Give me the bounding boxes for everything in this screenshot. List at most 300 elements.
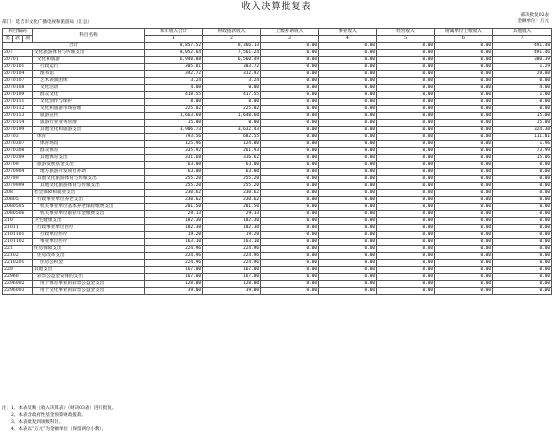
note-line: 4、本表以“万元”为金额单位（保留两位小数）。 [11, 427, 107, 432]
row-value: 0.00 [319, 127, 377, 134]
row-value: 0.00 [319, 85, 377, 92]
row-value: 0.00 [435, 155, 493, 162]
row-value: 0.00 [261, 204, 319, 211]
row-value: 0.00 [261, 183, 319, 190]
row-code: 229 [3, 267, 33, 274]
row-value: 0.00 [435, 211, 493, 218]
row-value: 0.00 [319, 246, 377, 253]
row-value: 0.00 [435, 218, 493, 225]
row-code: 2070904 [3, 169, 33, 176]
row-value: 0.00 [377, 274, 435, 281]
row-value: 0.00 [261, 260, 319, 267]
row-value: 0.00 [261, 281, 319, 288]
total-value: 0.00 [319, 43, 377, 50]
row-value: 0.00 [435, 239, 493, 246]
row-value: 0.00 [319, 106, 377, 113]
row-value: 0.00 [319, 113, 377, 120]
row-value: 0.00 [203, 99, 261, 106]
row-value: 0.00 [319, 281, 377, 288]
row-code: 2070104 [3, 71, 33, 78]
row-code: 210 [3, 218, 33, 225]
row-value: 0.00 [377, 134, 435, 141]
row-value: 0.00 [377, 64, 435, 71]
table-row [3, 211, 552, 218]
row-value: 0.00 [145, 99, 203, 106]
row-value: 0.00 [203, 120, 261, 127]
col-num-6: 6 [435, 36, 493, 43]
row-value: 0.00 [435, 267, 493, 274]
row-value: 0.00 [377, 92, 435, 99]
table-row [3, 57, 552, 64]
row-value: 29.80 [493, 71, 552, 78]
row-value: 0.00 [261, 85, 319, 92]
row-value: 0.00 [261, 99, 319, 106]
row-code: 20709 [3, 162, 33, 169]
row-code: 2070113 [3, 113, 33, 120]
row-name: 行政事业单位养老支出 [33, 197, 145, 204]
row-value: 15.00 [493, 113, 552, 120]
row-value: 305.01 [145, 64, 203, 71]
row-value: 0.00 [377, 85, 435, 92]
row-value: 380.39 [493, 57, 552, 64]
row-value: 0.00 [261, 288, 319, 295]
table-row [3, 288, 552, 295]
row-name: 地方旅游开发项目补助 [33, 169, 145, 176]
row-value: 0.00 [261, 211, 319, 218]
row-code: 2070399 [3, 155, 33, 162]
table-row [3, 239, 552, 246]
row-name: 文化旅游体育与传媒支出 [33, 50, 145, 57]
row-value: 0.00 [377, 50, 435, 57]
row-value: 0.00 [319, 197, 377, 204]
table-row [3, 106, 552, 113]
header-name: 科目名称 [33, 29, 145, 43]
row-value: 224.96 [145, 253, 203, 260]
row-value: 167.00 [145, 267, 203, 274]
row-value: 0.00 [261, 239, 319, 246]
header-col-5: 经营收入 [377, 29, 435, 36]
header-sub-xiang: 项 [23, 36, 33, 43]
table-body [3, 43, 552, 295]
row-name: 住房公积金 [33, 260, 145, 267]
table-row [3, 218, 552, 225]
row-value: 128.00 [145, 281, 203, 288]
row-value: 0.00 [319, 78, 377, 85]
row-value: 201.50 [203, 204, 261, 211]
note-line: 注：1、本表反映《收入决算表》（财决03表）进行批复。 [2, 406, 117, 411]
row-value: 0.00 [261, 253, 319, 260]
row-value: 0.00 [377, 218, 435, 225]
row-name: 住房保障支出 [33, 246, 145, 253]
row-value: 1.00 [493, 92, 552, 99]
row-name: 机关事业单位职业年金缴费支出 [33, 211, 145, 218]
row-name: 社会保障和就业支出 [33, 190, 145, 197]
row-name: 旅游宣传 [33, 113, 145, 120]
row-value: 418.55 [145, 92, 203, 99]
row-code: 2070112 [3, 106, 33, 113]
row-value: 0.00 [377, 106, 435, 113]
row-value: 182.30 [203, 225, 261, 232]
row-name: 文化活动 [33, 85, 145, 92]
row-value: 0.00 [377, 78, 435, 85]
row-name: 机关事业单位基本养老保险缴费支出 [33, 204, 145, 211]
row-value: 0.00 [435, 50, 493, 57]
row-value: 0.00 [319, 183, 377, 190]
row-value: 0.00 [319, 176, 377, 183]
row-value: 0.00 [493, 106, 552, 113]
row-name: 艺术表演团体 [33, 78, 145, 85]
row-value: 0.00 [435, 225, 493, 232]
table-row [3, 197, 552, 204]
row-value: 0.00 [261, 127, 319, 134]
row-value: 0.00 [377, 169, 435, 176]
row-value: 0.00 [435, 281, 493, 288]
row-value: 331.68 [145, 155, 203, 162]
row-name: 文化和旅游 [33, 57, 145, 64]
table-row [3, 148, 552, 155]
row-value: 0.00 [435, 288, 493, 295]
row-value: 0.00 [435, 246, 493, 253]
row-value: 19.20 [203, 232, 261, 239]
row-value: 0.00 [493, 225, 552, 232]
row-name: 用于文化事业的彩票公益金支出 [33, 288, 145, 295]
row-code: 2296003 [3, 288, 33, 295]
col-num-3: 3 [261, 36, 319, 43]
row-value: 417.55 [203, 92, 261, 99]
row-value: 0.00 [493, 232, 552, 239]
row-value: 0.00 [435, 99, 493, 106]
row-value: 0.00 [377, 232, 435, 239]
row-value: 0.00 [261, 225, 319, 232]
row-name: 行政事业单位医疗 [33, 225, 145, 232]
table-row [3, 253, 552, 260]
row-value: 0.00 [319, 225, 377, 232]
row-name: 行政运行 [33, 64, 145, 71]
row-value: 0.00 [377, 57, 435, 64]
row-value: 0.00 [377, 260, 435, 267]
row-value: 182.30 [145, 218, 203, 225]
row-value: 224.96 [203, 246, 261, 253]
row-value: 0.00 [435, 57, 493, 64]
row-value: 0.00 [435, 85, 493, 92]
row-value: 255.20 [203, 183, 261, 190]
col-num-1: 1 [145, 36, 203, 43]
row-name: 住房改革支出 [33, 253, 145, 260]
row-value: 15.00 [145, 120, 203, 127]
row-value: 15.06 [493, 155, 552, 162]
row-name: 其他文化旅游体育与传媒支出 [33, 176, 145, 183]
row-value: 0.00 [377, 288, 435, 295]
row-value: 0.00 [261, 246, 319, 253]
row-value: 3,632.43 [203, 127, 261, 134]
row-value: 0.00 [261, 106, 319, 113]
row-value: 0.00 [377, 239, 435, 246]
total-label: 合计 [3, 43, 145, 50]
row-value: 0.00 [261, 148, 319, 155]
header-col-3: 上级补助收入 [261, 29, 319, 36]
table-row [3, 141, 552, 148]
row-value: 0.00 [435, 253, 493, 260]
row-code: 2080506 [3, 211, 33, 218]
row-name: 旅游行业业务管理 [33, 120, 145, 127]
row-value: 0.00 [377, 211, 435, 218]
row-value: 1.96 [493, 141, 552, 148]
row-value: 0.00 [261, 78, 319, 85]
row-value: 124.00 [203, 141, 261, 148]
row-value: 0.00 [435, 113, 493, 120]
row-value: 0.00 [319, 57, 377, 64]
row-value: 0.00 [319, 155, 377, 162]
row-value: 224.96 [203, 260, 261, 267]
row-code: 20703 [3, 134, 33, 141]
row-value: 163.10 [145, 239, 203, 246]
row-value: 0.00 [493, 246, 552, 253]
row-value: 230.62 [145, 197, 203, 204]
notes [2, 405, 116, 433]
row-value: 324.30 [493, 127, 552, 134]
row-value: 0.00 [377, 141, 435, 148]
row-value: 0.00 [377, 204, 435, 211]
row-value: 0.00 [377, 253, 435, 260]
row-value: 0.00 [319, 120, 377, 127]
row-value: 0.00 [493, 260, 552, 267]
table-row [3, 99, 552, 106]
row-value: 3,906.73 [145, 127, 203, 134]
row-name: 用于体育事业的彩票公益金支出 [33, 281, 145, 288]
row-name: 其他文化和旅游支出 [33, 127, 145, 134]
row-code: 22960 [3, 274, 33, 281]
row-name: 体育场馆 [33, 141, 145, 148]
form-number: 部决批复02表 [520, 13, 549, 18]
row-value: 0.00 [435, 190, 493, 197]
row-value: 0.00 [261, 57, 319, 64]
col-num-5: 5 [377, 36, 435, 43]
row-value: 0.00 [435, 197, 493, 204]
row-value: 312.92 [203, 71, 261, 78]
row-value: 125.96 [145, 141, 203, 148]
row-value: 255.20 [145, 176, 203, 183]
row-code: 2296002 [3, 281, 33, 288]
row-value: 0.00 [493, 176, 552, 183]
row-value: 0.00 [261, 113, 319, 120]
row-value: 0.00 [261, 190, 319, 197]
row-value: 255.20 [145, 183, 203, 190]
table-row [3, 78, 552, 85]
row-value: 0.00 [319, 260, 377, 267]
row-name: 彩票公益金安排的支出 [33, 274, 145, 281]
row-value: 0.00 [261, 162, 319, 169]
row-value: 63.00 [145, 169, 203, 176]
row-name: 文化和旅游市场管理 [33, 106, 145, 113]
row-code: 221 [3, 246, 33, 253]
row-code: 20799 [3, 176, 33, 183]
header-col-6: 附属单位上缴收入 [435, 29, 493, 36]
row-value: 224.96 [145, 246, 203, 253]
row-value: 0.00 [435, 169, 493, 176]
row-name: 事业单位医疗 [33, 239, 145, 246]
row-value: 111.01 [493, 134, 552, 141]
row-value: 230.62 [203, 197, 261, 204]
row-value: 182.30 [145, 225, 203, 232]
row-value: 8,052.64 [145, 50, 203, 57]
row-value: 0.00 [319, 141, 377, 148]
page-title: 收入决算批复表 [241, 2, 312, 12]
row-value: 0.00 [435, 120, 493, 127]
table-row [3, 225, 552, 232]
row-value: 0.00 [319, 288, 377, 295]
row-value: 29.13 [145, 211, 203, 218]
header-sub-kuan: 款 [13, 36, 23, 43]
row-value: 0.00 [377, 113, 435, 120]
row-code: 2070114 [3, 120, 33, 127]
note-line: 3、本表批复到项级科目。 [11, 420, 64, 425]
row-value: 0.00 [261, 197, 319, 204]
row-code: 2070308 [3, 148, 33, 155]
row-code: 2079999 [3, 183, 33, 190]
row-value: 0.00 [319, 211, 377, 218]
row-value: 0.00 [377, 71, 435, 78]
row-value: 0.00 [493, 197, 552, 204]
total-value: 8,366.13 [203, 43, 261, 50]
row-value: 0.00 [435, 183, 493, 190]
row-code: 2070111 [3, 99, 33, 106]
row-value: 4.00 [145, 85, 203, 92]
row-name: 其他体育支出 [33, 155, 145, 162]
row-value: 342.72 [145, 71, 203, 78]
row-value: 0.00 [435, 78, 493, 85]
row-value: 0.00 [435, 64, 493, 71]
row-value: 0.00 [493, 281, 552, 288]
row-value: 0.00 [261, 134, 319, 141]
row-value: 0.00 [377, 155, 435, 162]
table-row [3, 64, 552, 71]
header-col-7: 其他收入 [493, 29, 552, 36]
row-name: 群众文化 [33, 92, 145, 99]
row-value: 0.00 [261, 141, 319, 148]
row-value: 0.00 [435, 92, 493, 99]
row-name: 体育 [33, 134, 145, 141]
row-value: 0.00 [377, 99, 435, 106]
row-value: 0.00 [261, 155, 319, 162]
row-value: 0.00 [319, 64, 377, 71]
total-value: 0.00 [261, 43, 319, 50]
row-value: 0.00 [319, 239, 377, 246]
header-sub-lei: 类 [3, 36, 13, 43]
row-value: 0.00 [377, 225, 435, 232]
table-row [3, 120, 552, 127]
row-value: 0.00 [493, 218, 552, 225]
row-name: 图书馆 [33, 71, 145, 78]
table-row [3, 169, 552, 176]
department-label: 部门：延吉市文化广播电视和旅游局（汇总） [2, 20, 92, 25]
total-value: 8,857.52 [145, 43, 203, 50]
col-num-7: 7 [493, 36, 552, 43]
row-name: 行政单位医疗 [33, 232, 145, 239]
table-row [3, 183, 552, 190]
row-value: 303.72 [203, 64, 261, 71]
row-value: 0.00 [435, 204, 493, 211]
row-value: 0.00 [319, 92, 377, 99]
row-value: 0.00 [261, 71, 319, 78]
row-value: 316.62 [203, 155, 261, 162]
row-value: 0.00 [377, 148, 435, 155]
income-table [2, 28, 552, 295]
table-row [3, 281, 552, 288]
row-value: 0.00 [493, 274, 552, 281]
table-row [3, 85, 552, 92]
row-value: 0.00 [261, 50, 319, 57]
row-name: 群众体育 [33, 148, 145, 155]
total-row [3, 43, 552, 50]
total-value: 0.00 [377, 43, 435, 50]
row-value: 0.00 [435, 134, 493, 141]
row-value: 29.13 [203, 211, 261, 218]
row-value: 0.00 [435, 71, 493, 78]
table-row [3, 162, 552, 169]
table-row [3, 71, 552, 78]
row-value: 0.00 [435, 260, 493, 267]
row-value: 128.00 [203, 281, 261, 288]
row-value: 793.56 [145, 134, 203, 141]
row-value: 0.00 [435, 162, 493, 169]
table-row [3, 92, 552, 99]
row-value: 0.00 [493, 183, 552, 190]
unit-label: 金额单位：万元 [517, 19, 549, 24]
report-meta [518, 13, 550, 25]
table-row [3, 204, 552, 211]
row-value: 0.00 [319, 253, 377, 260]
row-value: 225.02 [203, 106, 261, 113]
header-code: 科目编码 [3, 29, 33, 36]
row-value: 15.00 [493, 120, 552, 127]
row-value: 0.00 [377, 197, 435, 204]
row-value: 0.00 [319, 274, 377, 281]
table-row [3, 246, 552, 253]
row-value: 0.00 [493, 204, 552, 211]
row-value: 0.00 [261, 176, 319, 183]
row-value: 0.00 [493, 78, 552, 85]
row-value: 6,940.88 [145, 57, 203, 64]
row-value: 63.00 [145, 162, 203, 169]
row-code: 2101102 [3, 239, 33, 246]
row-value: 0.00 [319, 232, 377, 239]
row-code: 2070307 [3, 141, 33, 148]
row-value: 491.46 [493, 50, 552, 57]
row-value: 0.00 [493, 162, 552, 169]
row-value: 0.00 [319, 50, 377, 57]
total-value: 0.00 [435, 43, 493, 50]
row-value: 261.93 [203, 148, 261, 155]
row-value: 1,663.60 [145, 113, 203, 120]
table-row [3, 267, 552, 274]
row-value: 0.00 [493, 288, 552, 295]
row-value: 682.55 [203, 134, 261, 141]
row-value: 63.00 [203, 162, 261, 169]
table-row [3, 260, 552, 267]
col-num-4: 4 [319, 36, 377, 43]
header-col-2: 财政拨款收入 [203, 29, 261, 36]
row-value: 0.00 [261, 92, 319, 99]
table-row [3, 127, 552, 134]
row-value: 230.62 [203, 190, 261, 197]
row-value: 0.00 [377, 190, 435, 197]
row-value: 19.20 [145, 232, 203, 239]
row-value: 0.00 [319, 218, 377, 225]
row-code: 22102 [3, 253, 33, 260]
row-value: 0.00 [261, 232, 319, 239]
row-value: 0.00 [493, 169, 552, 176]
row-name: 卫生健康支出 [33, 218, 145, 225]
